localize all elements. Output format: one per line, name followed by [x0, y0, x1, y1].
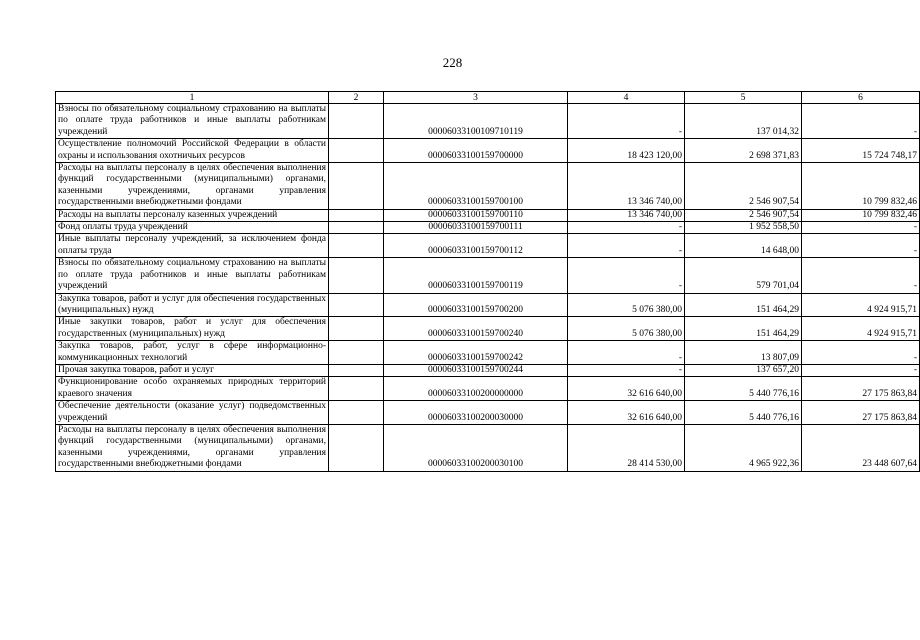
table-row [56, 139, 920, 163]
row-col6: 27 175 863,84 [802, 377, 920, 401]
row-name: Фонд оплаты труда учреждений [56, 222, 329, 234]
row-col4: 28 414 530,00 [568, 424, 685, 471]
column-header-6: 6 [802, 92, 920, 104]
row-col4: - [568, 234, 685, 258]
row-col4: - [568, 364, 685, 376]
row-name: Функционирование особо охраняемых природных территорий краевого значения [56, 377, 329, 401]
row-name: Расходы на выплаты персоналу казенных учреждений [56, 209, 329, 221]
row-col2 [329, 222, 384, 234]
row-code: 00006033100159700244 [384, 364, 568, 376]
row-col2 [329, 258, 384, 293]
table-row [56, 163, 920, 210]
row-name: Расходы на выплаты персоналу в целях обеспечения выполнения функций государственными (муниципальными) органами, казенными учреждениями, органами управления государственными внебюджетными фондами [56, 163, 329, 210]
row-col5: 2 546 907,54 [685, 209, 802, 221]
row-name: Взносы по обязательному социальному страхованию на выплаты по оплате труда работников и иные выплаты работникам учреждений [56, 258, 329, 293]
table-row [56, 341, 920, 365]
table-row [56, 209, 920, 221]
row-col4: 32 616 640,00 [568, 401, 685, 425]
row-code: 00006033100200030000 [384, 401, 568, 425]
row-col2 [329, 209, 384, 221]
row-col2 [329, 341, 384, 365]
table-row [56, 104, 920, 139]
row-col2 [329, 293, 384, 317]
row-col5: 13 807,09 [685, 341, 802, 365]
row-col6: 10 799 832,46 [802, 209, 920, 221]
row-code: 00006033100159700200 [384, 293, 568, 317]
row-col2 [329, 234, 384, 258]
table-header [56, 92, 920, 104]
row-code: 00006033100200000000 [384, 377, 568, 401]
row-col4: 5 076 380,00 [568, 293, 685, 317]
row-col2 [329, 424, 384, 471]
column-header-5: 5 [685, 92, 802, 104]
row-col5: 5 440 776,16 [685, 377, 802, 401]
row-col4: - [568, 104, 685, 139]
row-col5: 14 648,00 [685, 234, 802, 258]
row-name: Иные закупки товаров, работ и услуг для обеспечения государственных (муниципальных) нужд [56, 317, 329, 341]
column-header-3: 3 [384, 92, 568, 104]
column-header-2: 2 [329, 92, 384, 104]
row-col5: 137 014,32 [685, 104, 802, 139]
table-row [56, 258, 920, 293]
row-col2 [329, 104, 384, 139]
row-col6: 10 799 832,46 [802, 163, 920, 210]
row-code: 00006033100159700100 [384, 163, 568, 210]
row-col5: 4 965 922,36 [685, 424, 802, 471]
budget-table [55, 91, 920, 472]
header-row [56, 92, 920, 104]
row-col5: 151 464,29 [685, 317, 802, 341]
row-col5: 137 657,20 [685, 364, 802, 376]
row-code: 00006033100109710119 [384, 104, 568, 139]
table-row [56, 401, 920, 425]
row-col4: 5 076 380,00 [568, 317, 685, 341]
row-name: Прочая закупка товаров, работ и услуг [56, 364, 329, 376]
row-col5: 579 701,04 [685, 258, 802, 293]
column-header-1: 1 [56, 92, 329, 104]
row-col6: - [802, 364, 920, 376]
column-header-4: 4 [568, 92, 685, 104]
row-col2 [329, 401, 384, 425]
row-code: 00006033100159700240 [384, 317, 568, 341]
page-number: 228 [442, 55, 463, 70]
row-name: Закупка товаров, работ, услуг в сфере информационно-коммуникационных технологий [56, 341, 329, 365]
row-col6: - [802, 341, 920, 365]
row-col4: 13 346 740,00 [568, 209, 685, 221]
row-name: Закупка товаров, работ и услуг для обеспечения государственных (муниципальных) нужд [56, 293, 329, 317]
row-name: Иные выплаты персоналу учреждений, за исключением фонда оплаты труда [56, 234, 329, 258]
row-col5: 1 952 558,50 [685, 222, 802, 234]
row-code: 00006033100159700111 [384, 222, 568, 234]
row-col6: 4 924 915,71 [802, 317, 920, 341]
row-col6: 15 724 748,17 [802, 139, 920, 163]
row-code: 00006033100159700110 [384, 209, 568, 221]
row-col4: - [568, 341, 685, 365]
row-code: 00006033100159700000 [384, 139, 568, 163]
row-col6: - [802, 258, 920, 293]
table-row [56, 377, 920, 401]
table-row [56, 424, 920, 471]
row-col4: 32 616 640,00 [568, 377, 685, 401]
row-col6: - [802, 234, 920, 258]
row-col2 [329, 377, 384, 401]
row-col6: - [802, 222, 920, 234]
row-name: Обеспечение деятельности (оказание услуг) подведомственных учреждений [56, 401, 329, 425]
row-col5: 5 440 776,16 [685, 401, 802, 425]
row-code: 00006033100159700112 [384, 234, 568, 258]
row-code: 00006033100159700119 [384, 258, 568, 293]
row-col6: 4 924 915,71 [802, 293, 920, 317]
row-col6: - [802, 104, 920, 139]
row-col2 [329, 163, 384, 210]
table-row [56, 222, 920, 234]
row-code: 00006033100200030100 [384, 424, 568, 471]
row-name: Взносы по обязательному социальному страхованию на выплаты по оплате труда работников и иные выплаты работникам учреждений [56, 104, 329, 139]
table-row [56, 234, 920, 258]
table-body [56, 104, 920, 472]
row-col4: - [568, 258, 685, 293]
table-row [56, 317, 920, 341]
row-col2 [329, 364, 384, 376]
row-col5: 2 698 371,83 [685, 139, 802, 163]
row-col4: - [568, 222, 685, 234]
row-col5: 2 546 907,54 [685, 163, 802, 210]
row-col2 [329, 317, 384, 341]
row-name: Осуществление полномочий Российской Федерации в области охраны и использования охотничьих ресурсов [56, 139, 329, 163]
table-row [56, 364, 920, 376]
row-col6: 23 448 607,64 [802, 424, 920, 471]
row-name: Расходы на выплаты персоналу в целях обеспечения выполнения функций государственными (муниципальными) органами, казенными учреждениями, органами управления государственными внебюджетными фондами [56, 424, 329, 471]
row-col2 [329, 139, 384, 163]
row-col4: 18 423 120,00 [568, 139, 685, 163]
row-col6: 27 175 863,84 [802, 401, 920, 425]
table-row [56, 293, 920, 317]
row-code: 00006033100159700242 [384, 341, 568, 365]
row-col4: 13 346 740,00 [568, 163, 685, 210]
row-col5: 151 464,29 [685, 293, 802, 317]
